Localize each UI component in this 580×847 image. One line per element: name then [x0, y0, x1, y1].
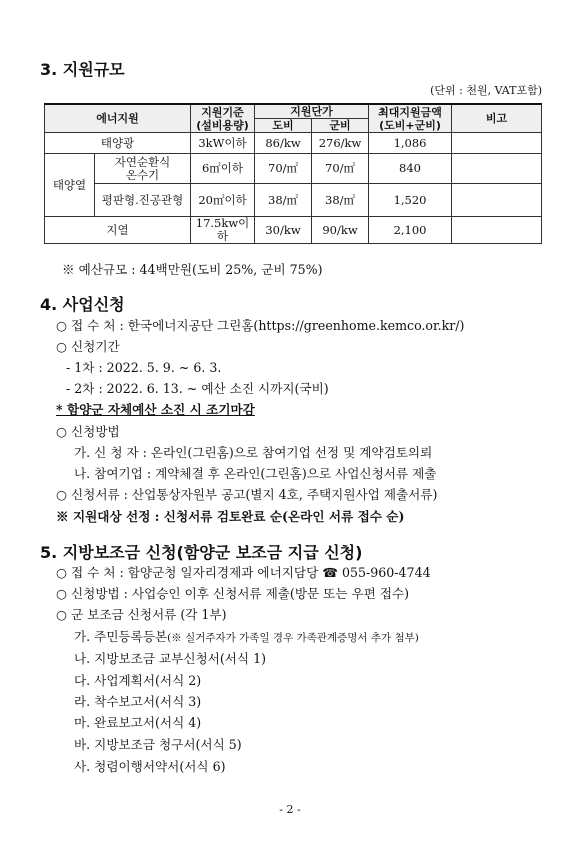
header-county: 군비 — [312, 119, 369, 133]
header-unit-price: 지원단가 — [255, 104, 369, 119]
header-criteria: 지원기준 (설비용량) — [191, 104, 255, 133]
reception-greenhome: ○ 접 수 처 : 한국에너지공단 그린홈(https://greenhome.kemco.or.kr/) — [56, 318, 465, 333]
table-row-natural: 태양열 자연순환식 온수기 6㎡이하 70/㎡ 70/㎡ 840 — [45, 154, 542, 184]
support-table — [44, 103, 542, 244]
period-1: - 1차 : 2022. 5. 9. ~ 6. 3. — [66, 360, 222, 375]
doc-d: 라. 착수보고서(서식 3) — [74, 694, 202, 709]
budget-note: ※ 예산규모 : 44백만원(도비 25%, 군비 75%) — [62, 262, 323, 277]
early-close-note: * 함양군 자체예산 소진 시 조기마감 — [56, 402, 255, 417]
phone-icon: ☎ — [322, 565, 338, 580]
page-number: - 2 - — [279, 803, 301, 816]
header-remarks: 비고 — [452, 104, 542, 133]
doc-f: 바. 지방보조금 청구서(서식 5) — [74, 737, 242, 752]
section5-title: 5. 지방보조금 신청(함양군 보조금 지급 신청) — [40, 543, 363, 562]
phone-number: 055-960-4744 — [341, 565, 431, 580]
doc-c: 다. 사업계획서(서식 2) — [74, 673, 202, 688]
header-source: 에너지원 — [45, 104, 191, 133]
table-row-flatplate: 평판형.진공관형 20㎡이하 38/㎡ 38/㎡ 1,520 — [45, 184, 542, 217]
method-label: ○ 신청방법 — [56, 424, 120, 439]
doc-a: 가. 주민등록등본(※ 실거주자가 가족일 경우 가족관계증명서 추가 첨부) — [74, 629, 419, 644]
table-row-solar: 태양광 3kW이하 86/kw 276/kw 1,086 — [45, 133, 542, 154]
section4-title: 4. 사업신청 — [40, 295, 125, 314]
doc-a-note: (※ 실거주자가 가족일 경우 가족관계증명서 추가 첨부) — [167, 632, 419, 644]
docs-label: ○ 군 보조금 신청서류 (각 1부) — [56, 607, 227, 622]
group-solar-heat: 태양열 — [45, 154, 95, 217]
method-a: 가. 신 청 자 : 온라인(그린홈)으로 참여기업 선정 및 계약검토의뢰 — [74, 445, 433, 460]
header-max: 최대지원금액 (도비+군비) — [369, 104, 452, 133]
doc-b: 나. 지방보조금 교부신청서(서식 1) — [74, 651, 267, 666]
doc-g: 사. 청렴이행서약서(서식 6) — [74, 759, 226, 774]
method-b: 나. 참여기업 : 계약체결 후 온라인(그린홈)으로 사업신청서류 제출 — [74, 466, 437, 481]
unit-note: (단위 : 천원, VAT포함) — [430, 84, 542, 97]
period-2: - 2차 : 2022. 6. 13. ~ 예산 소진 시까지(국비) — [66, 381, 329, 396]
documents-line: ○ 신청서류 : 산업통상자원부 공고(별지 4호, 주택지원사업 제출서류) — [56, 487, 438, 502]
doc-e: 마. 완료보고서(서식 4) — [74, 715, 202, 730]
method-line: ○ 신청방법 : 사업승인 이후 신청서류 제출(방문 또는 우편 접수) — [56, 586, 410, 601]
table-row-geo: 지열 17.5kw이하 30/kw 90/kw 2,100 — [45, 217, 542, 244]
header-province: 도비 — [255, 119, 312, 133]
section3-title: 3. 지원규모 — [40, 60, 125, 79]
reception-county: ○ 접 수 처 : 함양군청 일자리경제과 에너지담당 ☎ 055-960-4744 — [56, 565, 431, 580]
selection-note: ※ 지원대상 선정 : 신청서류 검토완료 순(온라인 서류 접수 순) — [56, 509, 405, 524]
period-label: ○ 신청기간 — [56, 339, 120, 354]
